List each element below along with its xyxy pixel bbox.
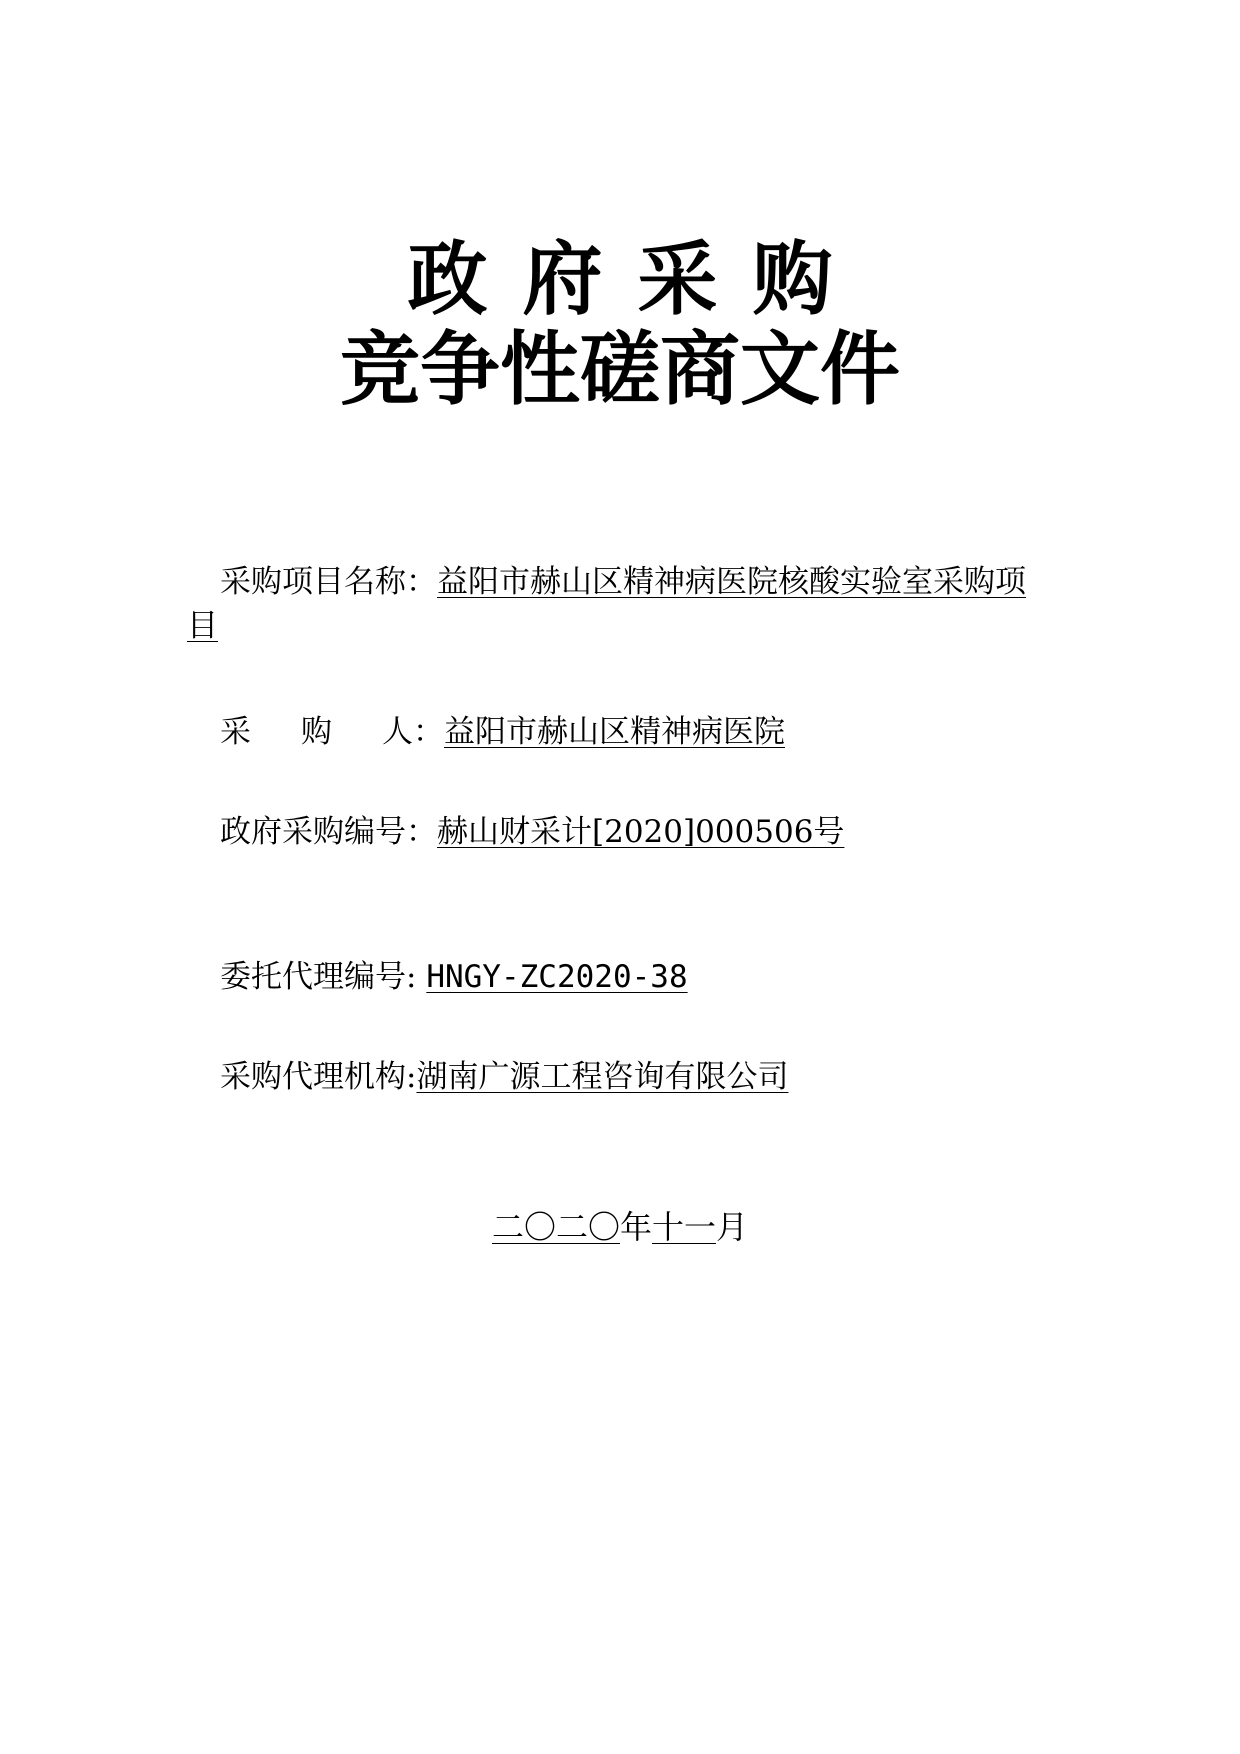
agency-number-field <box>220 955 688 999</box>
purchaser-field <box>220 710 785 754</box>
agency-field <box>220 1055 788 1099</box>
document-date <box>0 1205 1240 1249</box>
project-name-value-continued <box>187 604 218 648</box>
procurement-number-value: 赫山财采计[2020]000506号 <box>437 814 845 850</box>
purchaser-label-char-2: 购 <box>301 714 332 750</box>
purchaser-value: 益阳市赫山区精神病医院 <box>444 714 785 750</box>
agency-label: 采购代理机构: <box>220 1059 417 1095</box>
agency-number-value: HNGY-ZC2020-38 <box>426 959 688 995</box>
purchaser-label-char-1: 采 <box>220 714 251 750</box>
document-title-line-2: 竞争性磋商文件 <box>340 323 900 416</box>
date-year-suffix: 年 <box>619 1208 652 1246</box>
project-name-value-line2: 目 <box>187 608 218 644</box>
date-year: 二〇二〇 <box>491 1208 620 1246</box>
project-name-value: 益阳市赫山区精神病医院核酸实验室采购项 <box>437 564 1026 600</box>
agency-number-label: 委托代理编号: <box>220 959 417 995</box>
procurement-number-label: 政府采购编号： <box>220 814 437 850</box>
agency-value: 湖南广源工程咨询有限公司 <box>416 1059 789 1095</box>
document-title-line-1: 政府采购 <box>407 233 868 326</box>
date-month: 十一 <box>652 1208 717 1246</box>
purchaser-label-char-3: 人： <box>382 714 444 750</box>
date-month-suffix: 月 <box>716 1208 749 1246</box>
project-name-field <box>220 560 1026 604</box>
procurement-number-field <box>220 810 844 854</box>
project-name-label: 采购项目名称： <box>220 564 437 600</box>
